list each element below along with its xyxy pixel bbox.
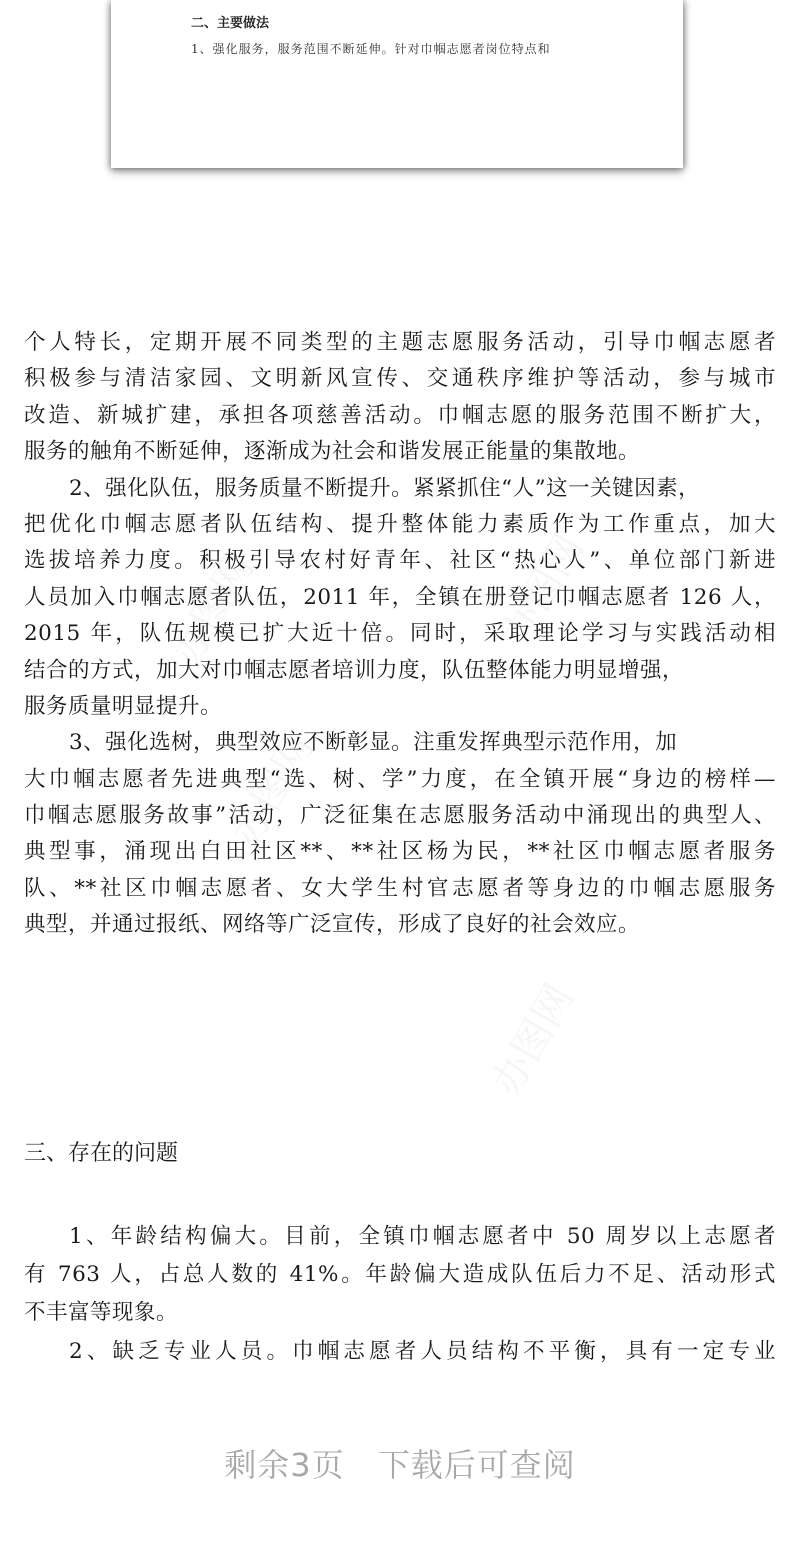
paragraph-line: 积极参与清洁家园、文明新风宣传、交通秩序维护等活动，参与城市 [24, 366, 776, 392]
paragraph-line: 服务质量明显提升。 [24, 693, 223, 719]
paragraph-line: 人员加入巾帼志愿者队伍，2011 年，全镇在册登记巾帼志愿者 126 人， [24, 584, 776, 610]
paragraph-line: 3、强化选树，典型效应不断彰显。注重发挥典型示范作用，加 [69, 730, 678, 756]
paragraph-line: 大巾帼志愿者先进典型“选、树、学”力度，在全镇开展“身边的榜样— [24, 766, 776, 792]
paragraph-line: 典型，并通过报纸、网络等广泛宣传，形成了良好的社会效应。 [24, 912, 641, 938]
remaining-pages-text: 剩余3页 [224, 1446, 345, 1484]
paragraph-line: 1、年龄结构偏大。目前，全镇巾帼志愿者中 50 周岁以上志愿者 [69, 1224, 776, 1249]
download-to-view-text: 下载后可查阅 [377, 1446, 576, 1484]
watermark: 办图网 [493, 526, 593, 654]
paragraph-line: 2、强化队伍，服务质量不断提升。紧紧抓住“人”这一关键因素， [69, 475, 701, 501]
card-text-line: 1、强化服务，服务范围不断延伸。针对巾帼志愿者岗位特点和 [191, 42, 551, 56]
paragraph-line: 个人特长，定期开展不同类型的主题志愿服务活动，引导巾帼志愿者 [24, 330, 776, 355]
paragraph-line: 巾帼志愿服务故事”活动，广泛征集在志愿服务活动中涌现出的典型人、 [24, 803, 776, 829]
section-3-heading: 三、存在的问题 [24, 1141, 179, 1166]
paragraph-line: 选拔培养力度。积极引导农村好青年、社区“热心人”、单位部门新进 [24, 548, 776, 574]
section-2-body [24, 325, 776, 944]
card-section-heading: 二、主要做法 [191, 16, 270, 31]
paragraph-line: 结合的方式，加大对巾帼志愿者培训力度，队伍整体能力明显增强， [24, 657, 685, 683]
paragraph-line: 典型事，涌现出白田社区**、**社区杨为民，**社区巾帼志愿者服务 [24, 839, 776, 865]
paragraph-line: 2、缺乏专业人员。巾帼志愿者人员结构不平衡，具有一定专业 [69, 1338, 776, 1364]
watermark: 办图网 [223, 726, 323, 854]
paragraph-line: 有 763 人，占总人数的 41%。年龄偏大造成队伍后力不足、活动形式 [24, 1262, 776, 1288]
paragraph-line: 队、**社区巾帼志愿者、女大学生村官志愿者等身边的巾帼志愿服务 [24, 875, 776, 901]
paragraph-line: 把优化巾帼志愿者队伍结构、提升整体能力素质作为工作重点，加大 [24, 511, 776, 537]
paragraph-line: 改造、新城扩建，承担各项慈善活动。巾帼志愿的服务范围不断扩大， [24, 402, 776, 428]
paragraph-line: 服务的触角不断延伸，逐渐成为社会和谐发展正能量的集散地。 [24, 439, 641, 465]
preview-page-card [111, 0, 683, 168]
watermark: 办图网 [163, 546, 263, 674]
watermark: 办图网 [483, 976, 583, 1104]
section-3-body [24, 1218, 776, 1371]
paragraph-line: 不丰富等现象。 [24, 1300, 179, 1326]
paragraph-line: 2015 年，队伍规模已扩大近十倍。同时，采取理论学习与实践活动相 [24, 621, 776, 647]
download-prompt-banner[interactable] [0, 1440, 800, 1486]
